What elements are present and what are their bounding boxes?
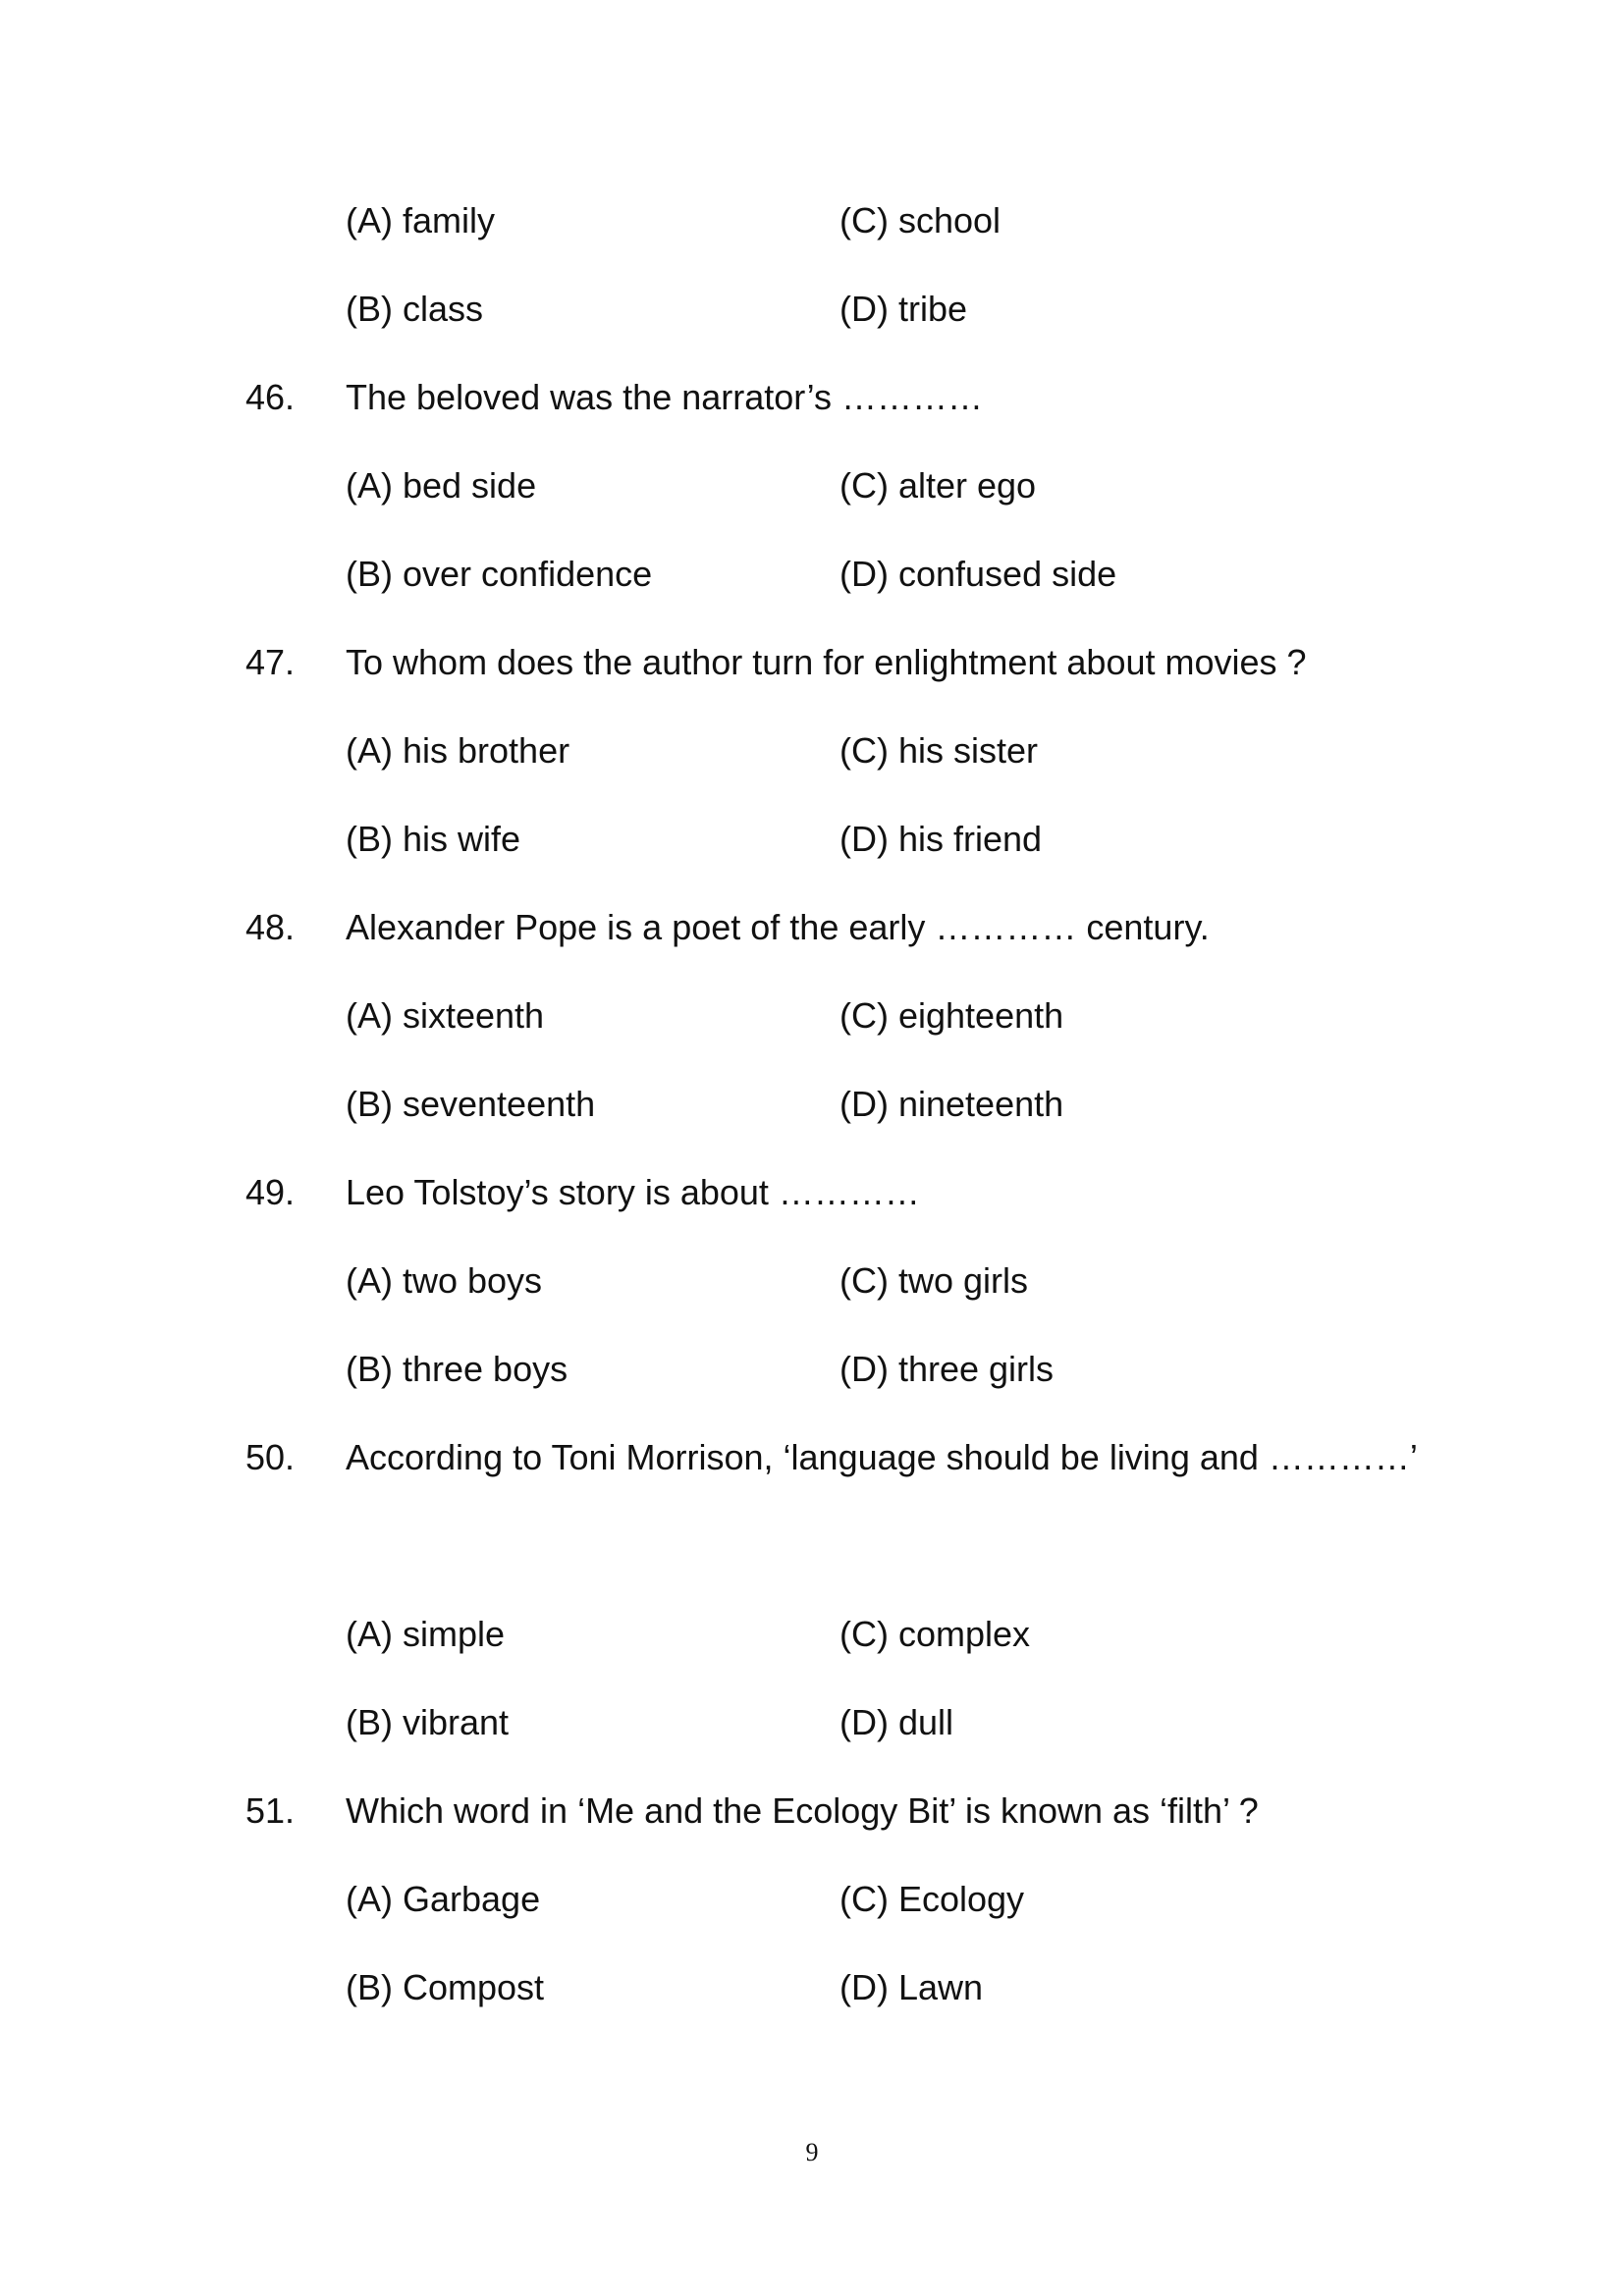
option-row [0,707,1624,795]
option-left: (A) bed side [346,465,537,506]
option-row [0,1060,1624,1148]
question-text: The beloved was the narrator’s ………… [346,377,983,417]
option-row [0,442,1624,530]
option-right: (C) two girls [839,1260,1029,1301]
page-number: 9 [805,2138,819,2166]
question-number: 47. [245,642,296,682]
option-left: (A) simple [346,1614,506,1654]
option-right: (D) Lawn [839,1967,984,2007]
option-row [0,1855,1624,1944]
option-left: (B) class [346,289,484,329]
option-right: (D) confused side [839,554,1117,594]
question-row [0,883,1624,972]
option-left: (B) three boys [346,1349,568,1389]
option-right: (C) eighteenth [839,995,1064,1036]
option-left: (B) Compost [346,1967,545,2007]
option-right: (C) his sister [839,730,1039,771]
question-row [0,1148,1624,1237]
question-text: Leo Tolstoy’s story is about ………… [346,1172,920,1212]
option-left: (A) two boys [346,1260,543,1301]
question-row [0,1767,1624,1855]
option-row [0,1237,1624,1325]
option-right: (C) Ecology [839,1879,1025,1919]
option-right: (C) alter ego [839,465,1037,506]
option-row [0,1590,1624,1679]
option-left: (B) his wife [346,819,521,859]
question-text: Alexander Pope is a poet of the early ………… century. [346,907,1210,947]
question-number: 48. [245,907,296,947]
option-left: (B) seventeenth [346,1084,596,1124]
option-right: (C) complex [839,1614,1031,1654]
option-left: (A) family [346,200,495,240]
option-left: (B) over confidence [346,554,653,594]
option-row [0,1944,1624,2032]
question-text: To whom does the author turn for enlightment about movies ? [346,642,1307,682]
option-right: (D) nineteenth [839,1084,1064,1124]
question-list [0,177,1624,2032]
option-right: (D) three girls [839,1349,1055,1389]
option-left: (A) his brother [346,730,570,771]
question-row [0,618,1624,707]
option-row [0,972,1624,1060]
option-right: (D) tribe [839,289,968,329]
question-text: According to Toni Morrison, ‘language should be living and …………’ [346,1437,1418,1477]
option-left: (B) vibrant [346,1702,510,1742]
option-row [0,530,1624,618]
option-left: (A) Garbage [346,1879,541,1919]
question-number: 51. [245,1790,296,1831]
question-number: 50. [245,1437,296,1477]
option-row [0,795,1624,883]
option-right: (D) his friend [839,819,1043,859]
option-right: (D) dull [839,1702,954,1742]
option-row [0,1679,1624,1767]
option-right: (C) school [839,200,1001,240]
option-row [0,1325,1624,1414]
question-number: 46. [245,377,296,417]
option-row [0,265,1624,353]
question-row [0,353,1624,442]
question-row [0,1414,1624,1590]
option-left: (A) sixteenth [346,995,545,1036]
question-number: 49. [245,1172,296,1212]
question-text: Which word in ‘Me and the Ecology Bit’ is known as ‘filth’ ? [346,1790,1259,1831]
option-row [0,177,1624,265]
